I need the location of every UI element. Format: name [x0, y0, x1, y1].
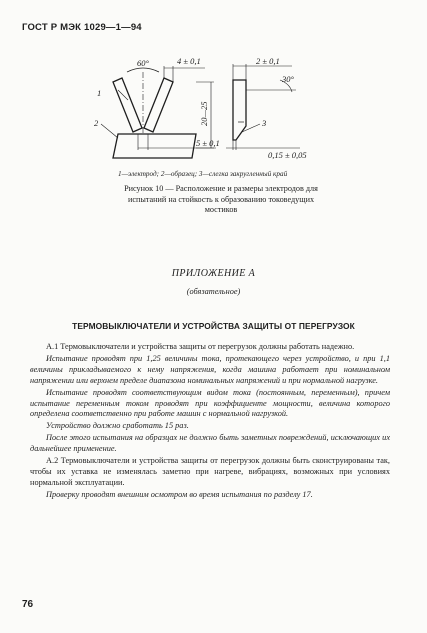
- caption-line-3: мостиков: [204, 205, 238, 214]
- top-width-label: 4 ± 0,1: [177, 56, 201, 66]
- paragraph-check: Проверку проводят внешним осмотром во время испытания по разделу 17.: [46, 489, 313, 499]
- section-heading: ТЕРМОВЫКЛЮЧАТЕЛИ И УСТРОЙСТВА ЗАЩИТЫ ОТ ПЕРЕГРУЗОК: [72, 321, 355, 331]
- figure-legend: 1—электрод; 2—образец; 3—слегка закругленный край: [118, 170, 288, 178]
- callout-3: 3: [262, 118, 267, 128]
- caption-line-2: испытаний на стойкость к образованию токоведущих: [127, 194, 315, 204]
- electrode-figure: [0, 45, 427, 170]
- specimen-shape: [113, 134, 196, 158]
- paragraph-a2: А.2 Термовыключатели и устройства защиты от перегрузок должны быть сконструированы так, чтобы их уставка не изменялась заметно при нагреве, вибрациях, возможных при условиях нормальной эксплуатации.: [30, 456, 390, 487]
- angle-60-label: 60°: [137, 58, 149, 68]
- angle-30-label: 30°: [282, 74, 294, 84]
- callout-1: 1: [97, 88, 102, 98]
- paragraph-current-type: Испытание проводят соответствующим видом тока (постоянным, переменным), причем испытание переменным током проводят при коэффициенте мощности, величина которого определена соответственно при работе машин с нормальной нагрузкой.: [30, 387, 390, 419]
- appendix-title: ПРИЛОЖЕНИЕ А: [171, 268, 256, 279]
- paragraph-after-test: После этого испытания на образцах не должно быть заметных повреждений, исключающих их дальнейшее применение.: [30, 433, 390, 454]
- base-width-label: 5 ± 0,1: [196, 138, 220, 148]
- paragraph-test-conditions: Испытание проводят при 1,25 величины тока, протекающего через устройство, и при 1,1 величины прикладываемого к нему напряжения, когда машина работает при номинальном напряжении или верхнем пределе диапазона номинальных напряжений и при нормальной нагрузке.: [30, 353, 390, 385]
- thickness-label: 2 ± 0,1: [256, 56, 280, 66]
- standard-header: ГОСТ Р МЭК 1029—1—94: [22, 22, 142, 33]
- electrode-left-shape: [113, 78, 142, 132]
- paragraph-a1: А.1 Термовыключатели и устройства защиты от перегрузок должны работать надежно.: [46, 342, 355, 351]
- paragraph-trip-count: Устройство должно сработать 15 раз.: [46, 421, 189, 431]
- figure-caption: [60, 184, 382, 216]
- page-number: 76: [22, 599, 34, 610]
- angle-arc: [127, 68, 159, 72]
- callout-2: 2: [94, 118, 99, 128]
- electrode-right-shape: [144, 78, 173, 132]
- body-text: [30, 342, 390, 502]
- height-label: 20—25: [199, 101, 209, 126]
- leader-2: [101, 124, 118, 138]
- appendix-note: (обязательное): [186, 287, 241, 296]
- caption-line-1: Рисунок 10 — Расположение и размеры электродов для: [124, 184, 318, 193]
- tip-label: 0,15 ± 0,05: [268, 150, 307, 160]
